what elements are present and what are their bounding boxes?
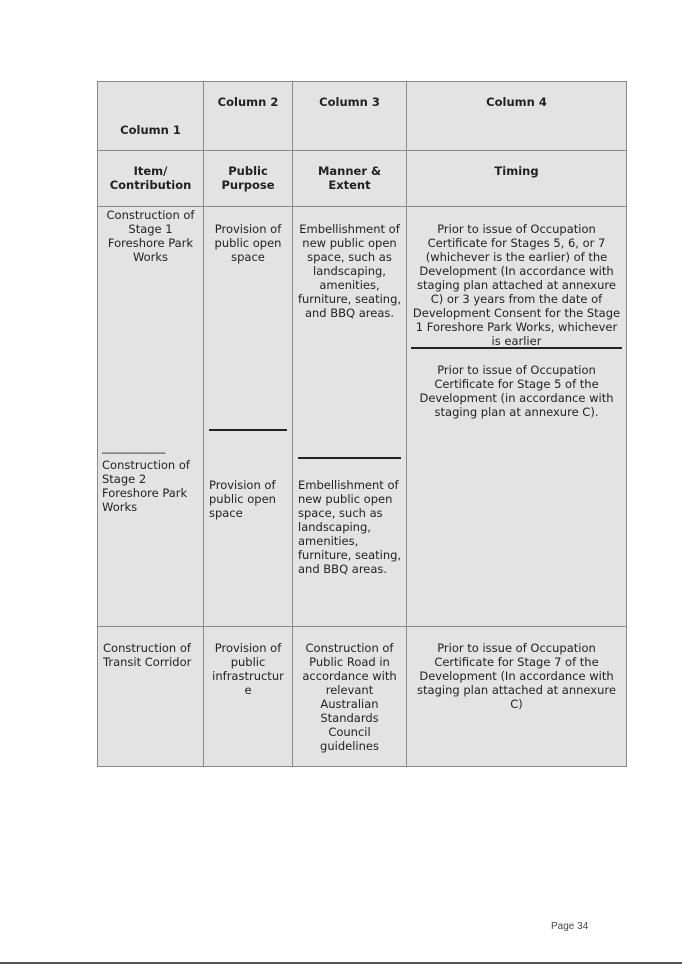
transit-corridor-row xyxy=(98,627,627,767)
item-contribution-label: Item/ Contribution xyxy=(109,164,192,192)
stage-2-item-rule: ___________ xyxy=(102,440,166,454)
transit-purpose-cell xyxy=(204,627,293,767)
column-2-label: Column 2 xyxy=(217,95,279,109)
stage-1-purpose-text: Provision of public open space xyxy=(214,222,282,264)
column-1-header xyxy=(98,82,204,151)
stage-1-item-text: Construction of Stage 1 Foreshore Park Works xyxy=(106,208,195,264)
column-4-header xyxy=(407,82,627,151)
transit-timing-cell xyxy=(407,627,627,767)
foreshore-timing-cell xyxy=(407,207,627,627)
foreshore-item-cell xyxy=(98,207,204,627)
foreshore-park-row xyxy=(98,207,627,627)
column-number-row xyxy=(98,82,627,151)
column-4-label: Column 4 xyxy=(486,95,547,109)
transit-item-text: Construction of Transit Corridor xyxy=(103,641,192,669)
transit-manner-cell xyxy=(293,627,407,767)
subheader-row xyxy=(98,151,627,207)
page-bottom-rule xyxy=(0,962,682,964)
manner-extent-label: Manner & Extent xyxy=(317,164,382,192)
stage-2-item-text: Construction of Stage 2 Foreshore Park Works xyxy=(102,458,190,514)
foreshore-purpose-cell xyxy=(204,207,293,627)
timing-label: Timing xyxy=(494,164,539,178)
stage-2-timing-text: Prior to issue of Occupation Certificate for Stage 5 of the Development (in accordance with staging plan at annexure C). xyxy=(419,363,614,419)
column-3-label: Column 3 xyxy=(319,95,380,109)
stage-1-manner-text: Embellishment of new public open space, such as landscaping, amenities, furniture, seating, and BBQ areas. xyxy=(297,222,402,320)
stage-2-manner-text: Embellishment of new public open space, such as landscaping, amenities, furniture, seating, and BBQ areas. xyxy=(298,478,402,576)
stage-2-purpose-text: Provision of public open space xyxy=(209,478,276,520)
transit-purpose-text: Provision of public infrastructur e xyxy=(212,641,284,697)
column-2-header xyxy=(204,82,293,151)
transit-manner-text: Construction of Public Road in accordance with relevant Australian Standards Council guidelines xyxy=(302,641,397,753)
stage-1-timing-text: Prior to issue of Occupation Certificate for Stages 5, 6, or 7 (whichever is the earlier) of the Development (In accordance with staging plan attached at annexure C) or 3 years from the date of Development Consent for the Stage 1 Foreshore Park Works, whichever is earlier xyxy=(412,222,621,348)
page-number: Page 34 xyxy=(551,921,589,932)
public-purpose-header xyxy=(204,151,293,207)
column-3-header xyxy=(293,82,407,151)
public-purpose-label: Public Purpose xyxy=(221,164,275,192)
foreshore-manner-cell xyxy=(293,207,407,627)
timing-header xyxy=(407,151,627,207)
column-1-label: Column 1 xyxy=(120,123,181,137)
transit-item-cell xyxy=(98,627,204,767)
transit-timing-text: Prior to issue of Occupation Certificate for Stage 7 of the Development (In accordance with staging plan attached at annexure C) xyxy=(417,641,616,711)
manner-extent-header xyxy=(293,151,407,207)
item-contribution-header xyxy=(98,151,204,207)
contributions-table xyxy=(97,81,627,767)
